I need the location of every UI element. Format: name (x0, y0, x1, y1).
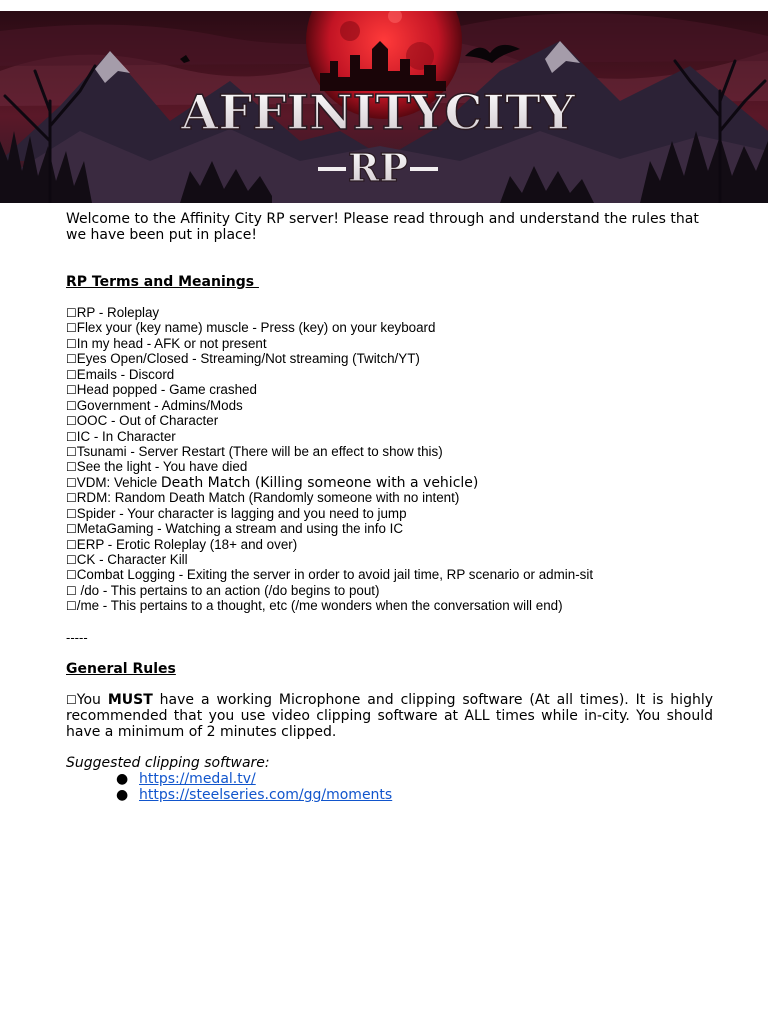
checkbox-icon: ☐ (66, 414, 77, 429)
term-text: Government - Admins/Mods (76, 397, 243, 413)
term-item (66, 429, 713, 444)
term-text: Flex your (key name) muscle - Press (key) on your keyboard (76, 320, 436, 336)
checkbox-icon: ☐ (66, 506, 77, 521)
term-text-large: Death Match (Killing someone with a vehicle) (160, 474, 479, 491)
term-text: In my head - AFK or not present (76, 335, 267, 351)
term-item (66, 444, 713, 459)
checkbox-icon: ☐ (66, 336, 77, 351)
intro-paragraph: Welcome to the Affinity City RP server! Please read through and understand the rules that we have been put in place! (66, 211, 699, 243)
terms-list (66, 305, 713, 614)
document-body (66, 211, 713, 803)
term-item (66, 537, 713, 552)
checkbox-icon: ☐ (66, 583, 77, 598)
term-item (66, 506, 713, 521)
checkbox-icon: ☐ (66, 367, 77, 382)
term-text: RDM: Random Death Match (Randomly someone with no intent) (76, 490, 460, 506)
term-item (66, 305, 713, 320)
term-item (66, 552, 713, 567)
checkbox-icon: ☐ (66, 383, 77, 398)
term-item (66, 490, 713, 505)
list-item (116, 787, 713, 803)
term-item (66, 413, 713, 428)
term-text: /me - This pertains to a thought, etc (/me wonders when the conversation will end) (76, 598, 563, 614)
term-item (66, 459, 713, 474)
checkbox-icon: ☐ (66, 553, 77, 567)
term-text: VDM: Vehicle (76, 474, 161, 490)
checkbox-icon: ☐ (66, 460, 77, 475)
term-text: MetaGaming - Watching a stream and using the info IC (76, 521, 404, 537)
term-text: IC - In Character (76, 428, 176, 444)
term-text: Tsunami - Server Restart (There will be an effect to show this) (76, 443, 443, 459)
term-item (66, 583, 713, 598)
term-text: RP - Roleplay (76, 305, 160, 320)
term-text: OOC - Out of Character (76, 413, 219, 429)
term-text: CK - Character Kill (76, 552, 188, 567)
checkbox-icon: ☐ (66, 444, 77, 459)
term-item (66, 320, 713, 335)
list-item (116, 771, 713, 787)
terms-heading: RP Terms and Meanings (66, 274, 259, 290)
term-text: Head popped - Game crashed (76, 382, 257, 398)
term-item (66, 598, 713, 613)
link-steelseries-moments[interactable]: https://steelseries.com/gg/moments (139, 786, 393, 803)
suggested-software-label: Suggested clipping software: (66, 754, 270, 771)
term-item (66, 367, 713, 382)
checkbox-icon: ☐ (66, 475, 77, 490)
term-item (66, 567, 713, 582)
checkbox-icon: ☐ (66, 352, 77, 367)
term-item (66, 351, 713, 366)
checkbox-icon: ☐ (66, 306, 77, 320)
microphone-rule (66, 692, 713, 740)
term-text: See the light - You have died (76, 459, 248, 475)
general-rules-heading: General Rules (66, 660, 176, 677)
logo-subtitle: RP (347, 145, 409, 190)
checkbox-icon: ☐ (66, 429, 77, 444)
term-text: Eyes Open/Closed - Streaming/Not streaming (Twitch/YT) (76, 351, 420, 367)
bullet-icon: ● (116, 770, 129, 787)
term-item (66, 521, 713, 536)
checkbox-icon: ☐ (66, 398, 77, 413)
term-text: Emails - Discord (76, 366, 175, 382)
term-text: Spider - Your character is lagging and you need to jump (76, 505, 407, 521)
separator: ----- (66, 629, 88, 645)
term-text: /do - This pertains to an action (/do begins to pout) (76, 582, 380, 598)
checkbox-icon: ☐ (66, 491, 77, 506)
checkbox-icon: ☐ (66, 599, 77, 614)
checkbox-icon: ☐ (66, 568, 77, 583)
checkbox-icon: ☐ (66, 321, 77, 336)
checkbox-icon: ☐ (66, 522, 77, 537)
checkbox-icon: ☐ (66, 537, 77, 552)
rule-prefix: You (76, 691, 108, 708)
software-links (66, 771, 713, 803)
checkbox-icon: ☐ (66, 692, 77, 707)
term-item (66, 336, 713, 351)
term-text: ERP - Erotic Roleplay (18+ and over) (76, 536, 298, 552)
term-item (66, 382, 713, 397)
bullet-icon: ● (116, 786, 129, 803)
term-item (66, 398, 713, 413)
logo-title: AFFINITYCITY (181, 85, 575, 141)
term-item (66, 475, 713, 490)
link-medal[interactable]: https://medal.tv/ (139, 770, 256, 787)
rule-text: have a working Microphone and clipping software (At all times). It is highly recommended that you use video clipping software at ALL times while in-city. You should have a minimum of 2 minutes clipped. (66, 691, 713, 740)
rule-must: MUST (107, 691, 153, 708)
banner-image (0, 11, 768, 203)
term-text: Combat Logging - Exiting the server in order to avoid jail time, RP scenario or admin-sit (76, 567, 594, 583)
